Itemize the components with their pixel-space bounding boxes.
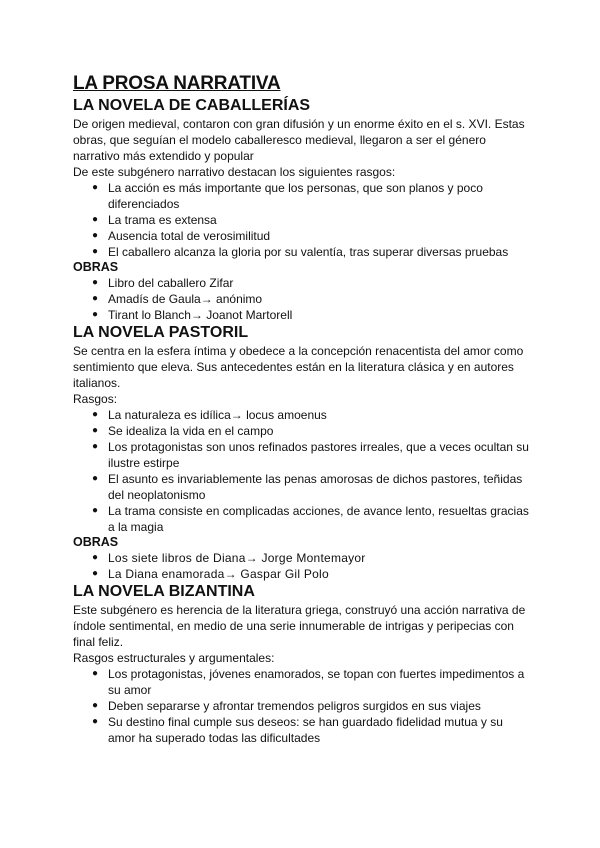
list-item: ● El asunto es invariablemente las penas amorosas de dichos pastores, teñidas del neoplatonismo xyxy=(92,472,523,502)
list-item: ● Los siete libros de Diana→ Jorge Montemayor xyxy=(92,551,366,565)
list-item: ● La trama es extensa xyxy=(92,213,217,227)
bullet-icon: ● xyxy=(92,293,99,304)
list-item: ● Se idealiza la vida en el campo xyxy=(92,424,274,438)
paragraph: Rasgos: xyxy=(73,392,118,406)
bullet-icon: ● xyxy=(92,214,99,225)
bullet-icon: ● xyxy=(92,505,99,516)
list-item: ● El caballero alcanza la gloria por su valentía, tras superar diversas pruebas xyxy=(92,245,509,259)
bullet-icon: ● xyxy=(92,425,99,436)
works-list xyxy=(73,275,533,323)
list-item: ● Deben separarse y afrontar tremendos peligros surgidos en sus viajes xyxy=(92,699,481,713)
bullet-icon: ● xyxy=(92,568,99,579)
list-item: ● La acción es más importante que los personas, que son planos y poco diferenciados xyxy=(92,181,483,211)
features-list xyxy=(73,666,533,746)
list-item: ● Tirant lo Blanch→ Joanot Martorell xyxy=(92,308,293,322)
bullet-icon: ● xyxy=(92,441,99,452)
document-title: LA PROSA NARRATIVA xyxy=(73,73,281,94)
section-heading-pastoril: LA NOVELA PASTORIL xyxy=(73,324,249,341)
paragraph: Este subgénero es herencia de la literatura griega, construyó una acción narrativa de índole sentimental, en medio de una serie innumerable de intrigas y peripecias con final feliz. xyxy=(73,603,526,649)
bullet-icon: ● xyxy=(92,277,99,288)
list-item: ● Los protagonistas, jóvenes enamorados, se topan con fuertes impedimentos a su amor xyxy=(92,667,525,697)
list-item: ● Los protagonistas son unos refinados pastores irreales, que a veces ocultan su ilustre estirpe xyxy=(92,440,529,470)
paragraph: Se centra en la esfera íntima y obedece a la concepción renacentista del amor como sentimiento que eleva. Sus antecedentes están en la literatura clásica y en autores italianos. xyxy=(73,344,524,390)
document-page xyxy=(73,72,533,746)
bullet-icon: ● xyxy=(92,309,99,320)
list-item: ● La Diana enamorada→ Gaspar Gil Polo xyxy=(92,567,329,581)
bullet-icon: ● xyxy=(92,246,99,257)
paragraph: De origen medieval, contaron con gran difusión y un enorme éxito en el s. XVI. Estas obras, que seguían el modelo caballeresco medieval, llegaron a ser el género narrativo más extendido y popular xyxy=(73,117,525,163)
bullet-icon: ● xyxy=(92,668,99,679)
list-item: ● Libro del caballero Zifar xyxy=(92,276,234,290)
paragraph: Rasgos estructurales y argumentales: xyxy=(73,651,275,665)
features-list xyxy=(73,407,533,535)
list-item: ● La naturaleza es idílica→ locus amoenus xyxy=(92,408,327,422)
section-heading-caballerias: LA NOVELA DE CABALLERÍAS xyxy=(73,97,311,114)
bullet-icon: ● xyxy=(92,230,99,241)
list-item: ● La trama consiste en complicadas acciones, de avance lento, resueltas gracias a la magia xyxy=(92,504,529,534)
list-item: ● Amadís de Gaula→ anónimo xyxy=(92,292,263,306)
bullet-icon: ● xyxy=(92,552,99,563)
bullet-icon: ● xyxy=(92,716,99,727)
works-heading: OBRAS xyxy=(73,535,119,549)
bullet-icon: ● xyxy=(92,182,99,193)
bullet-icon: ● xyxy=(92,409,99,420)
list-item: ● Ausencia total de verosimilitud xyxy=(92,229,271,243)
list-item: ● Su destino final cumple sus deseos: se han guardado fidelidad mutua y su amor ha superado todas las dificultades xyxy=(92,715,503,745)
features-list xyxy=(73,180,533,260)
paragraph: De este subgénero narrativo destacan los siguientes rasgos: xyxy=(73,165,396,179)
bullet-icon: ● xyxy=(92,473,99,484)
bullet-icon: ● xyxy=(92,700,99,711)
section-heading-bizantina: LA NOVELA BIZANTINA xyxy=(73,583,255,600)
works-list xyxy=(73,550,533,582)
works-heading: OBRAS xyxy=(73,260,119,274)
